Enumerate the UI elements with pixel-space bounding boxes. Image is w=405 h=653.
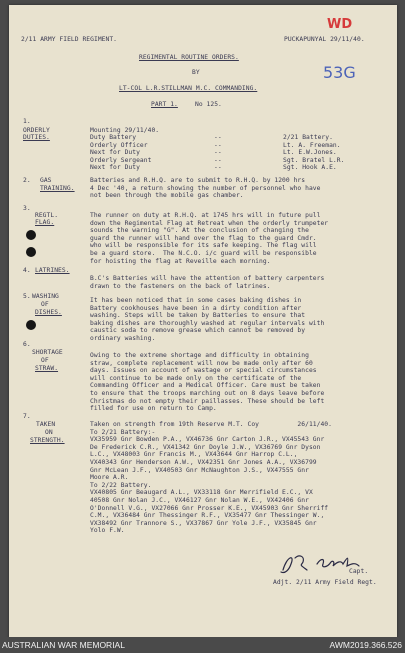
body-line: Gnr McLean J.F., VX40503 Gnr McNaughton J.S., VX47555 Gnr	[90, 466, 309, 474]
body-line: caustic soda to remove grease which cannot be removed by	[90, 327, 306, 335]
section-number: 6.	[23, 341, 31, 348]
body-line: Moore A.R.	[90, 474, 129, 482]
assignee: 2/21 Battery.	[283, 134, 333, 141]
body-line: be a guard store. The N.C.O. i/c guard will be responsible	[90, 250, 317, 257]
section-heading: REGTL.	[35, 212, 59, 219]
body-line: filled for use on return to Camp.	[90, 405, 217, 413]
body-line: Owing to the extreme shortage and difficulty in obtaining	[90, 352, 309, 359]
dash: --	[214, 141, 222, 149]
punch-hole	[26, 320, 36, 330]
body-line: It has been noticed that in some cases baking dishes in	[90, 297, 302, 304]
reference-annotation: 53G	[323, 63, 356, 82]
section-heading: ORDERLY	[23, 127, 50, 134]
by-line: BY	[192, 69, 200, 76]
signature-title: Adjt. 2/11 Army Field Regt.	[273, 579, 377, 586]
body-line: De Frederick C.R., VX41342 Gnr Doyle J.W., VX36769 Gnr Dyson	[90, 443, 321, 451]
section-number: 4.	[23, 267, 31, 274]
section-heading: STRAW.	[35, 365, 59, 372]
body-line: VX40343 Gnr Henderson A.W., VX42351 Gnr Jones A.A., VX36799	[90, 459, 317, 466]
section-heading: TAKEN	[36, 421, 56, 428]
punch-hole	[26, 247, 36, 257]
section-heading: SHORTAGE	[32, 349, 63, 356]
body-line: B.C's Batteries will have the attention of battery carpenters	[90, 275, 325, 282]
section-heading: ON	[45, 429, 53, 436]
body-line: Batteries and R.H.Q. are to submit to R.H.Q. by 1200 hrs	[90, 177, 306, 184]
section-number: 2.	[23, 177, 31, 184]
wd-annotation: WD	[327, 17, 353, 32]
assignee: Lt. E.W.Jones.	[283, 149, 337, 157]
body-line: ordinary washing.	[90, 335, 156, 342]
body-line: Commanding Officer and a Medical Officer. Care must be taken	[90, 382, 321, 390]
assignee: Lt. A. Freeman.	[283, 141, 341, 149]
section-heading: OF	[41, 357, 49, 364]
body-line: who will be responsible for its safe keeping. The flag will	[90, 242, 317, 250]
body-line: down the Regimental Flag at Retreat when the orderly trumpeter	[90, 219, 329, 227]
body-line: VX40805 Gnr Beaugard A.L., VX33118 Gnr Merrifield E.C., VX	[90, 489, 313, 497]
duty-role: Duty Battery	[90, 134, 137, 141]
duty-role: Next for Duty	[90, 164, 140, 172]
assignee: Sgt. Hook A.E.	[283, 164, 337, 172]
signature-rank: Capt.	[349, 568, 369, 575]
body-line: to ensure that the troops marching out on 8 days leave before	[90, 390, 325, 397]
body-line: will continue to be made only on the certificate of the	[90, 374, 302, 382]
dash: --	[214, 149, 222, 157]
body-line: To 2/21 Battery:-	[90, 428, 156, 436]
punch-hole	[26, 230, 36, 240]
section-heading: FLAG.	[35, 219, 55, 226]
section-heading: DISHES.	[35, 309, 62, 316]
duty-role: Orderly Sergeant	[90, 156, 152, 164]
section-heading: GAS	[40, 177, 52, 184]
body-line: L.C., VX48003 Gnr Francis M., VX43644 Gnr Harrop C.L.,	[90, 451, 298, 459]
section-number: 5.	[23, 293, 31, 300]
archive-reference: AWM2019.366.526	[329, 640, 402, 650]
body-line: Taken on strength from 19th Reserve M.T. Coy 26/11/40.	[90, 421, 332, 428]
body-line: Christmas do not empty their paillasses. These should be left	[90, 397, 325, 405]
body-line: 4 Dec '40, a return showing the number of personnel who have	[90, 184, 321, 192]
section-number: 1.	[23, 118, 31, 125]
dash: --	[214, 164, 222, 172]
section-heading: LATRINES.	[35, 267, 70, 274]
order-number: No 125.	[195, 101, 222, 108]
dash: --	[214, 156, 222, 164]
body-line: drawn to the fasteners on the back of latrines.	[90, 282, 271, 290]
section-number: 3.	[23, 205, 31, 212]
section-heading: WASHING	[32, 293, 59, 300]
assignee: Sgt. Bratel L.R.	[283, 156, 345, 164]
duty-role: Orderly Officer	[90, 141, 148, 149]
commander-line: LT-COL L.R.STILLMAN M.C. COMMANDING.	[119, 85, 258, 92]
document-page	[9, 5, 397, 639]
body-line: sounds the warning "G". At the conclusion of changing the	[90, 227, 309, 235]
body-line: days. Issues on account of wastage or special circumstances	[90, 367, 317, 375]
archive-name: AUSTRALIAN WAR MEMORIAL	[2, 640, 125, 650]
part-label: PART 1.	[151, 101, 178, 108]
body-line: for hoisting the flag at Reveille each morning.	[90, 257, 271, 265]
body-line: To 2/22 Battery.	[90, 481, 152, 489]
body-line: baking dishes are thoroughly washed at regular intervals with	[90, 319, 325, 327]
section-heading: TRAINING.	[40, 185, 75, 192]
unit-name: 2/11 ARMY FIELD REGIMENT.	[21, 36, 118, 43]
body-line: guard the runner will hand over the flag to the guard Cmdr.	[90, 234, 317, 242]
section-heading: DUTIES.	[23, 134, 50, 141]
body-line: washing. Steps will be taken by Batteries to ensure that	[90, 312, 306, 320]
body-line: Yolo F.W.	[90, 527, 125, 535]
body-line: 40508 Gnr Nolan J.C., VX46127 Gnr Nolan W.E., VX42406 Gnr	[90, 497, 309, 504]
place-date: PUCKAPUNYAL 29/11/40.	[284, 36, 365, 43]
section-heading: STRENGTH.	[30, 437, 65, 444]
duty-role: Next for Duty	[90, 149, 140, 157]
body-line: straw, complete replacement will now be made only after 60	[90, 359, 313, 367]
body-line: VX38492 Gnr Trannore S., VX37867 Gnr Yole J.F., VX35845 Gnr	[90, 519, 317, 527]
body-line: O'Donnell V.G., VX27066 Gnr Prosser K.E., VX45903 Gnr Sherriff	[90, 504, 329, 512]
body-line: not been through the mobile gas chamber.	[90, 192, 244, 200]
body-line: The runner on duty at R.H.Q. at 1745 hrs will in future pull	[90, 212, 321, 219]
section-number: 7.	[23, 413, 31, 420]
body-line: VX35959 Gnr Bowden P.A., VX46736 Gnr Carton J.R., VX45543 Gnr	[90, 436, 325, 444]
archive-footer	[0, 637, 405, 653]
document-title: REGIMENTAL ROUTINE ORDERS.	[139, 54, 239, 61]
section-heading: OF	[41, 301, 49, 308]
dash: --	[214, 134, 222, 141]
mounting-date: Mounting 29/11/40.	[90, 127, 160, 134]
body-line: C.M., VX36484 Gnr Thessinger R.F., VX35477 Gnr Thessinger W.,	[90, 512, 325, 520]
body-line: Battery cookhouses have been in a dirty condition after	[90, 304, 302, 312]
